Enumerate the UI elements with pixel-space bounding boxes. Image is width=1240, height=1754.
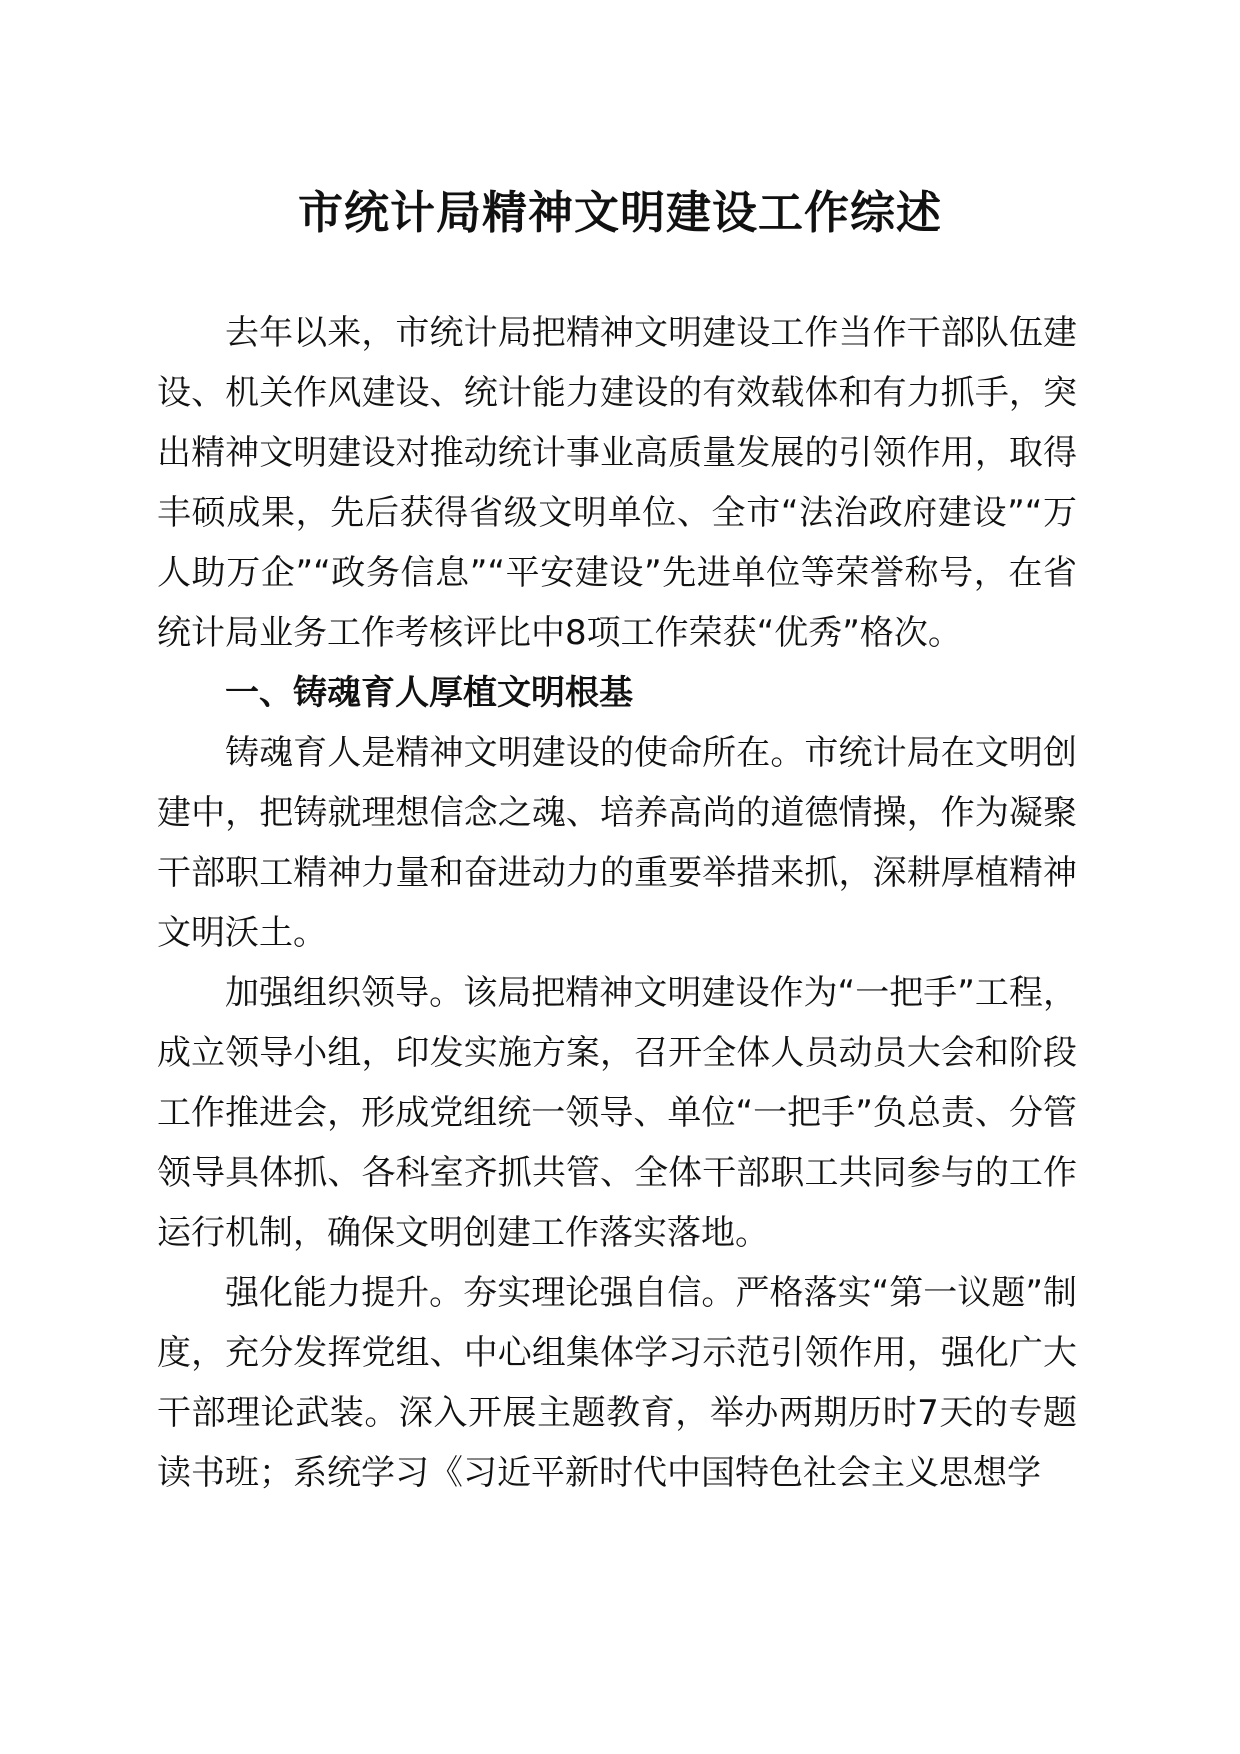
- section1-paragraph-1: 铸魂育人是精神文明建设的使命所在。市统计局在文明创建中，把铸就理想信念之魂、培养高尚的道德情操，作为凝聚干部职工精神力量和奋进动力的重要举措来抓，深耕厚植精神文明沃土。: [157, 733, 1077, 953]
- section-heading: 一、铸魂育人厚植文明根基: [225, 673, 633, 713]
- section1-paragraph-3: 强化能力提升。夯实理论强自信。严格落实“第一议题”制度，充分发挥党组、中心组集体学习示范引领作用，强化广大干部理论武装。深入开展主题教育，举办两期历时7天的专题读书班；系统学习《习近平新时代中国特色社会主义思想学: [157, 1273, 1077, 1493]
- intro-paragraph: 去年以来，市统计局把精神文明建设工作当作干部队伍建设、机关作风建设、统计能力建设的有效载体和有力抓手，突出精神文明建设对推动统计事业高质量发展的引领作用，取得丰硕成果，先后获得省级文明单位、全市“法治政府建设”“万人助万企”“政务信息”“平安建设”先进单位等荣誉称号，在省统计局业务工作考核评比中8项工作荣获“优秀”格次。: [157, 313, 1077, 653]
- document-body: [157, 303, 1077, 1503]
- document-title: 市统计局精神文明建设工作综述: [297, 186, 942, 239]
- section1-paragraph-2: 加强组织领导。该局把精神文明建设作为“一把手”工程，成立领导小组，印发实施方案，召开全体人员动员大会和阶段工作推进会，形成党组统一领导、单位“一把手”负总责、分管领导具体抓、各科室齐抓共管、全体干部职工共同参与的工作运行机制，确保文明创建工作落实落地。: [157, 973, 1077, 1253]
